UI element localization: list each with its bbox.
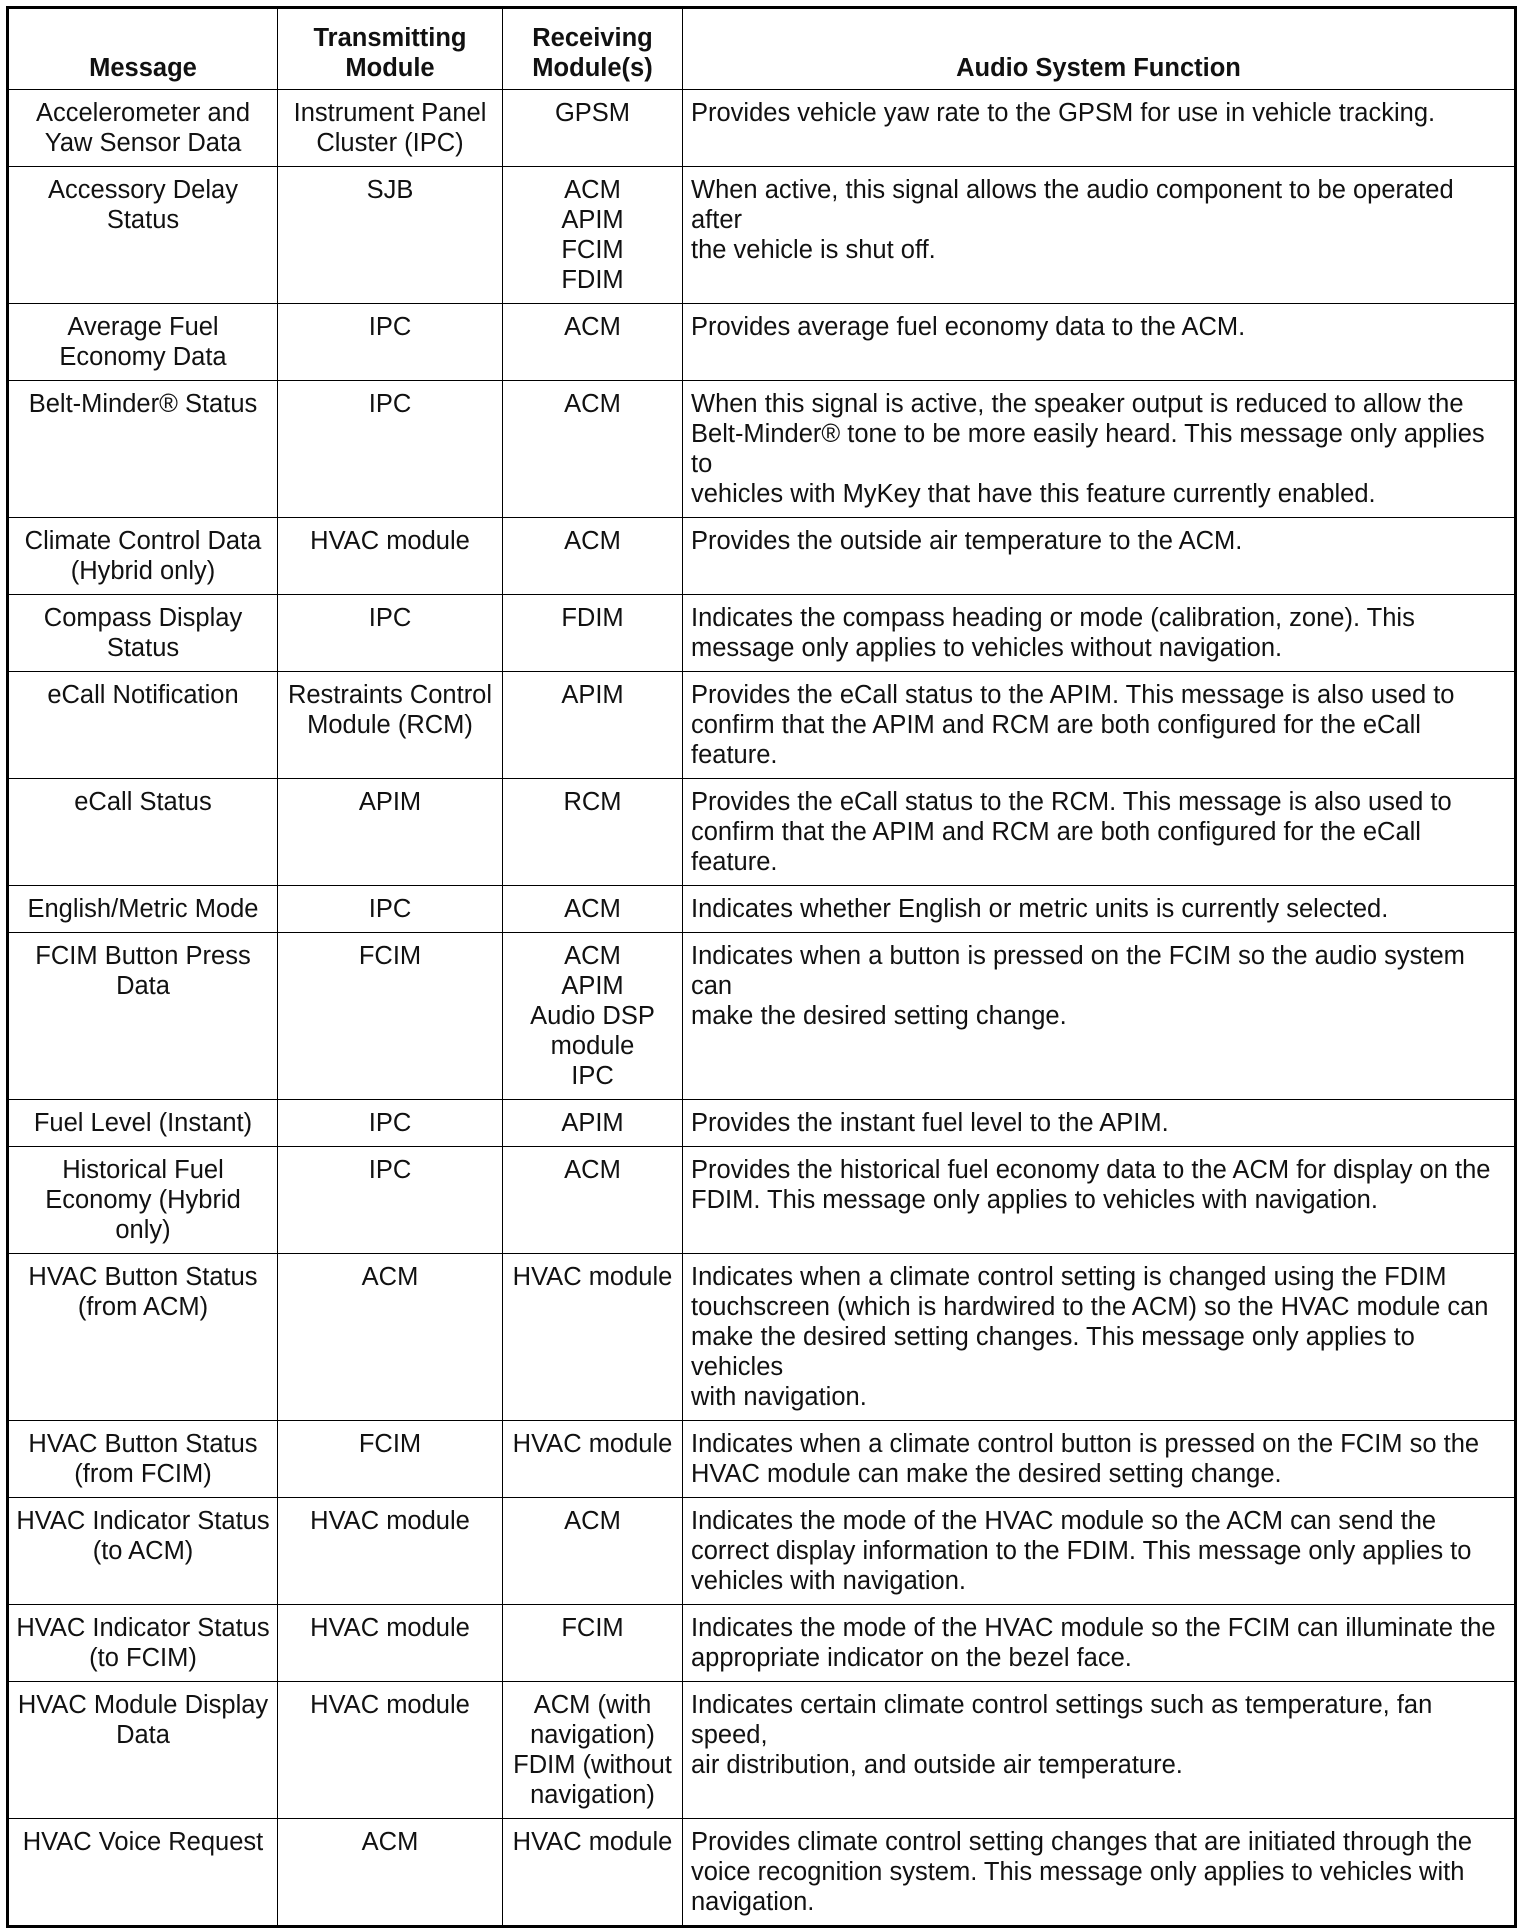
cell-text-line: Cluster (IPC) (316, 129, 464, 157)
table-header-row (8, 8, 1516, 90)
receiving-modules-cell (503, 90, 683, 167)
table-row (8, 304, 1516, 381)
cell-text-line: HVAC module (310, 527, 470, 555)
transmitting-module-cell (278, 595, 503, 672)
transmitting-module-cell (278, 1100, 503, 1147)
cell-text-line: confirm that the APIM and RCM are both configured for the eCall feature. (691, 711, 1421, 769)
message-cell (8, 1605, 278, 1682)
cell-text-line: ACM (with (533, 1691, 652, 1719)
cell-text-line: HVAC module (310, 1614, 470, 1642)
cell-text-line: vehicles with navigation. (691, 1567, 966, 1595)
cell-text-line: IPC (368, 895, 412, 923)
transmitting-module-cell (278, 1498, 503, 1605)
cell-text-line: ACM (564, 176, 621, 204)
cell-text-line: Economy Data (59, 343, 227, 371)
message-cell (8, 1498, 278, 1605)
message-cell (8, 1147, 278, 1254)
message-cell (8, 1819, 278, 1927)
transmitting-module-cell (278, 1147, 503, 1254)
cell-text-line: Indicates the compass heading or mode (calibration, zone). This (691, 604, 1415, 632)
audio-function-cell (683, 167, 1516, 304)
cell-text-line: ACM (361, 1263, 419, 1291)
cell-text-line: Accessory Delay (48, 176, 238, 204)
transmitting-module-cell (278, 1605, 503, 1682)
cell-text-line: Accelerometer and (35, 99, 251, 127)
cell-text-line: Indicates the mode of the HVAC module so the FCIM can illuminate the (691, 1614, 1496, 1642)
transmitting-module-cell (278, 90, 503, 167)
cell-text-line: navigation) (530, 1781, 655, 1809)
audio-function-cell (683, 1819, 1516, 1927)
receiving-modules-cell (503, 1819, 683, 1927)
cell-text-line: SJB (366, 176, 414, 204)
cell-text-line: ACM (564, 313, 621, 341)
cell-text-line: Provides the outside air temperature to the ACM. (691, 527, 1243, 555)
transmitting-module-cell (278, 1819, 503, 1927)
cell-text-line: Provides the eCall status to the RCM. This message is also used to (691, 788, 1452, 816)
receiving-modules-cell (503, 779, 683, 886)
cell-text-line: Belt-Minder® Status (28, 390, 258, 418)
table-row (8, 1498, 1516, 1605)
cell-text-line: APIM (561, 972, 624, 1000)
receiving-modules-cell (503, 1421, 683, 1498)
transmitting-module-cell (278, 1254, 503, 1421)
table-row (8, 1421, 1516, 1498)
audio-function-cell (683, 381, 1516, 518)
cell-text-line: ACM (564, 1156, 621, 1184)
table-row (8, 595, 1516, 672)
cell-text-line: HVAC module (310, 1507, 470, 1535)
table-body (8, 90, 1516, 1927)
cell-text-line: FCIM Button Press (35, 942, 251, 970)
cell-text-line: FDIM. This message only applies to vehicles with navigation. (691, 1186, 1378, 1214)
receiving-modules-cell (503, 1682, 683, 1819)
cell-text-line: Module (RCM) (307, 711, 473, 739)
cell-text-line: HVAC module (512, 1828, 673, 1856)
cell-text-line: correct display information to the FDIM. This message only applies to (691, 1537, 1472, 1565)
audio-function-cell (683, 779, 1516, 886)
cell-text-line: IPC (368, 390, 412, 418)
cell-text-line: (to ACM) (92, 1537, 194, 1565)
cell-text-line: IPC (368, 313, 412, 341)
cell-text-line: ACM (564, 390, 621, 418)
receiving-modules-cell (503, 886, 683, 933)
transmitting-module-cell (278, 381, 503, 518)
cell-text-line: APIM (358, 788, 422, 816)
receiving-modules-cell (503, 167, 683, 304)
transmitting-module-cell (278, 672, 503, 779)
receiving-modules-cell (503, 933, 683, 1100)
table-row (8, 933, 1516, 1100)
receiving-modules-cell (503, 381, 683, 518)
cell-text-line: touchscreen (which is hardwired to the ACM) so the HVAC module can (691, 1293, 1489, 1321)
cell-text-line: APIM (561, 206, 624, 234)
receiving-modules-cell (503, 1605, 683, 1682)
cell-text-line: voice recognition system. This message only applies to vehicles with (691, 1858, 1465, 1886)
cell-text-line: APIM (561, 1109, 624, 1137)
message-table (6, 6, 1517, 1928)
receiving-modules-cell (503, 595, 683, 672)
cell-text-line: appropriate indicator on the bezel face. (691, 1644, 1132, 1672)
receiving-modules-cell (503, 304, 683, 381)
cell-text-line: HVAC Voice Request (22, 1828, 264, 1856)
message-cell (8, 779, 278, 886)
cell-text-line: HVAC Module Display (17, 1691, 269, 1719)
cell-text-line: Instrument Panel (293, 99, 487, 127)
cell-text-line: Historical Fuel (62, 1156, 224, 1184)
cell-text-line: (from FCIM) (74, 1460, 212, 1488)
cell-text-line: FDIM (without (513, 1751, 672, 1779)
cell-text-line: make the desired setting change. (691, 1002, 1067, 1030)
cell-text-line: IPC (368, 1156, 412, 1184)
cell-text-line: Climate Control Data (24, 527, 262, 555)
receiving-modules-cell (503, 518, 683, 595)
transmitting-module-cell (278, 1682, 503, 1819)
cell-text-line: IPC (571, 1062, 614, 1090)
cell-text-line: navigation. (691, 1888, 815, 1916)
cell-text-line: Provides the instant fuel level to the APIM. (691, 1109, 1169, 1137)
cell-text-line: Indicates certain climate control settings such as temperature, fan speed, (691, 1691, 1433, 1749)
audio-function-cell (683, 518, 1516, 595)
header-receiving-modules: Receiving Module(s) (503, 8, 683, 90)
receiving-modules-cell (503, 672, 683, 779)
audio-function-cell (683, 933, 1516, 1100)
cell-text-line: module (550, 1032, 635, 1060)
cell-text-line: eCall Status (74, 788, 212, 816)
transmitting-module-cell (278, 886, 503, 933)
table-row (8, 1100, 1516, 1147)
message-cell (8, 518, 278, 595)
message-cell (8, 1254, 278, 1421)
cell-text-line: Belt-Minder® tone to be more easily heard. This message only applies to (691, 420, 1485, 478)
table-row (8, 167, 1516, 304)
cell-text-line: IPC (368, 604, 412, 632)
transmitting-module-cell (278, 167, 503, 304)
cell-text-line: HVAC Indicator Status (16, 1614, 270, 1642)
receiving-modules-cell (503, 1147, 683, 1254)
receiving-modules-cell (503, 1254, 683, 1421)
cell-text-line: ACM (564, 942, 621, 970)
cell-text-line: FDIM (561, 266, 624, 294)
cell-text-line: FDIM (561, 604, 624, 632)
cell-text-line: message only applies to vehicles without navigation. (691, 634, 1283, 662)
cell-text-line: HVAC Button Status (28, 1263, 258, 1291)
cell-text-line: ACM (564, 527, 621, 555)
cell-text-line: FCIM (358, 942, 422, 970)
cell-text-line: Indicates when a climate control button is pressed on the FCIM so the (691, 1430, 1480, 1458)
transmitting-module-cell (278, 933, 503, 1100)
cell-text-line: ACM (564, 1507, 621, 1535)
cell-text-line: (Hybrid only) (70, 557, 216, 585)
cell-text-line: Data (116, 1721, 170, 1749)
cell-text-line: HVAC Indicator Status (16, 1507, 270, 1535)
cell-text-line: Restraints Control (287, 681, 493, 709)
cell-text-line: When active, this signal allows the audio component to be operated after (691, 176, 1454, 234)
cell-text-line: FCIM (561, 1614, 624, 1642)
message-cell (8, 304, 278, 381)
cell-text-line: Provides average fuel economy data to the ACM. (691, 313, 1246, 341)
cell-text-line: Indicates when a climate control setting is changed using the FDIM (691, 1263, 1447, 1291)
transmitting-module-cell (278, 518, 503, 595)
cell-text-line: vehicles with MyKey that have this feature currently enabled. (691, 480, 1376, 508)
cell-text-line: Fuel Level (Instant) (33, 1109, 253, 1137)
header-audio-system-function: Audio System Function (683, 8, 1516, 90)
cell-text-line: Indicates the mode of the HVAC module so the ACM can send the (691, 1507, 1437, 1535)
cell-text-line: with navigation. (691, 1383, 867, 1411)
cell-text-line: Provides the historical fuel economy data to the ACM for display on the (691, 1156, 1491, 1184)
cell-text-line: Indicates whether English or metric units is currently selected. (691, 895, 1389, 923)
message-cell (8, 933, 278, 1100)
transmitting-module-cell (278, 304, 503, 381)
cell-text-line: Provides vehicle yaw rate to the GPSM for use in vehicle tracking. (691, 99, 1436, 127)
table-row (8, 779, 1516, 886)
cell-text-line: Indicates when a button is pressed on the FCIM so the audio system can (691, 942, 1465, 1000)
cell-text-line: HVAC module (310, 1691, 470, 1719)
header-transmitting-module: Transmitting Module (278, 8, 503, 90)
message-cell (8, 167, 278, 304)
audio-function-cell (683, 90, 1516, 167)
audio-function-cell (683, 1498, 1516, 1605)
message-cell (8, 672, 278, 779)
cell-text-line: the vehicle is shut off. (691, 236, 936, 264)
transmitting-module-cell (278, 779, 503, 886)
cell-text-line: FCIM (561, 236, 624, 264)
audio-function-cell (683, 1254, 1516, 1421)
cell-text-line: make the desired setting changes. This message only applies to vehicles (691, 1323, 1415, 1381)
audio-function-cell (683, 1100, 1516, 1147)
table-row (8, 1254, 1516, 1421)
cell-text-line: HVAC module (512, 1263, 673, 1291)
table-row (8, 1605, 1516, 1682)
cell-text-line: Compass Display (43, 604, 243, 632)
audio-function-cell (683, 595, 1516, 672)
receiving-modules-cell (503, 1498, 683, 1605)
cell-text-line: Status (106, 206, 180, 234)
table-row (8, 518, 1516, 595)
cell-text-line: ACM (564, 895, 621, 923)
cell-text-line: GPSM (554, 99, 631, 127)
table-row (8, 1682, 1516, 1819)
cell-text-line: APIM (561, 681, 624, 709)
cell-text-line: Yaw Sensor Data (44, 129, 242, 157)
message-cell (8, 90, 278, 167)
message-cell (8, 381, 278, 518)
table-row (8, 90, 1516, 167)
audio-function-cell (683, 1147, 1516, 1254)
cell-text-line: IPC (368, 1109, 412, 1137)
cell-text-line: Audio DSP (530, 1002, 655, 1030)
cell-text-line: FCIM (358, 1430, 422, 1458)
cell-text-line: Status (106, 634, 180, 662)
cell-text-line: eCall Notification (47, 681, 239, 709)
cell-text-line: When this signal is active, the speaker output is reduced to allow the (691, 390, 1464, 418)
cell-text-line: Provides climate control setting changes that are initiated through the (691, 1828, 1473, 1856)
cell-text-line: HVAC module (512, 1430, 673, 1458)
audio-function-cell (683, 886, 1516, 933)
message-cell (8, 1421, 278, 1498)
cell-text-line: Economy (Hybrid only) (45, 1186, 241, 1244)
table-row (8, 1147, 1516, 1254)
message-cell (8, 1100, 278, 1147)
table-row (8, 381, 1516, 518)
audio-function-cell (683, 672, 1516, 779)
cell-text-line: HVAC Button Status (28, 1430, 258, 1458)
cell-text-line: Provides the eCall status to the APIM. This message is also used to (691, 681, 1455, 709)
message-cell (8, 1682, 278, 1819)
cell-text-line: English/Metric Mode (27, 895, 259, 923)
message-cell (8, 886, 278, 933)
cell-text-line: Data (116, 972, 170, 1000)
receiving-modules-cell (503, 1100, 683, 1147)
message-cell (8, 595, 278, 672)
table-row (8, 672, 1516, 779)
header-message: Message (8, 8, 278, 90)
audio-function-cell (683, 304, 1516, 381)
cell-text-line: (from ACM) (77, 1293, 209, 1321)
table-row (8, 886, 1516, 933)
audio-function-cell (683, 1605, 1516, 1682)
cell-text-line: confirm that the APIM and RCM are both configured for the eCall feature. (691, 818, 1421, 876)
cell-text-line: navigation) (530, 1721, 655, 1749)
transmitting-module-cell (278, 1421, 503, 1498)
audio-function-cell (683, 1421, 1516, 1498)
cell-text-line: HVAC module can make the desired setting change. (691, 1460, 1282, 1488)
cell-text-line: ACM (361, 1828, 419, 1856)
table-row (8, 1819, 1516, 1927)
audio-function-cell (683, 1682, 1516, 1819)
cell-text-line: Average Fuel (67, 313, 219, 341)
cell-text-line: RCM (563, 788, 622, 816)
cell-text-line: air distribution, and outside air temperature. (691, 1751, 1183, 1779)
cell-text-line: (to FCIM) (89, 1644, 197, 1672)
